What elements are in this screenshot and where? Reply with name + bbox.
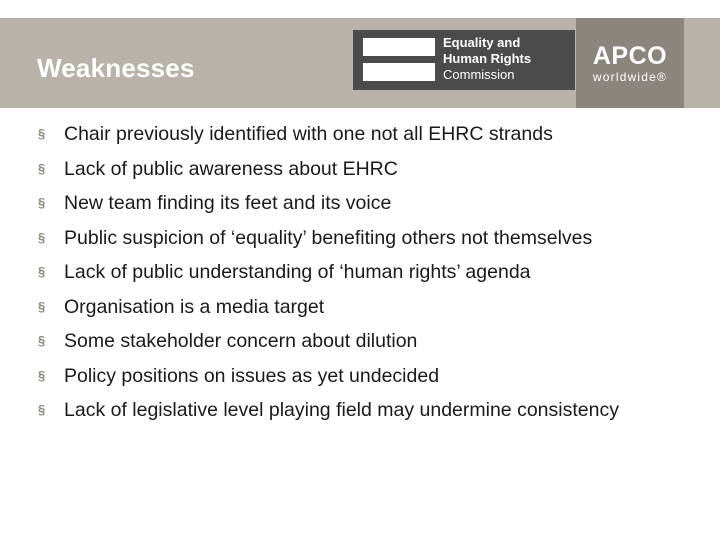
apco-logo (576, 18, 684, 108)
ehrc-logo-line: Human Rights (443, 51, 532, 66)
bullet-marker-icon: § (38, 298, 46, 314)
bullet-text: Lack of legislative level playing field may undermine consistency (64, 399, 619, 421)
ehrc-logo-text (443, 35, 531, 83)
bullet-marker-icon: § (38, 333, 46, 348)
slide-title: Weaknesses (37, 53, 195, 83)
bullet-text: Public suspicion of ‘equality’ benefiting others not themselves (64, 226, 593, 249)
bullet-item (38, 120, 698, 148)
bullet-text: Some stakeholder concern about dilution (64, 330, 418, 352)
ehrc-logo-line: Commission (443, 67, 515, 82)
bullet-text: Lack of public understanding of ‘human rights’ agenda (64, 261, 531, 283)
ehrc-logo-bar-icon (363, 63, 435, 81)
bullet-marker-icon: § (38, 126, 46, 141)
bullet-item (38, 189, 698, 217)
bullet-item (38, 293, 698, 321)
bullet-marker-icon: § (38, 264, 46, 279)
bullet-marker-icon: § (38, 160, 46, 176)
bullet-marker-icon: § (38, 367, 46, 383)
bullet-text: Chair previously identified with one not all EHRC strands (64, 123, 553, 145)
bullet-text: Policy positions on issues as yet undecided (64, 364, 440, 387)
bullet-marker-icon: § (38, 229, 46, 245)
bullet-text: Organisation is a media target (64, 295, 325, 318)
bullet-text: Lack of public awareness about EHRC (64, 157, 398, 180)
bullet-item (38, 396, 698, 424)
ehrc-logo (353, 30, 575, 90)
bullet-item (38, 362, 698, 390)
ehrc-logo-line: Equality and (443, 35, 521, 50)
apco-logo-tagline: worldwide® (592, 70, 668, 84)
bullet-marker-icon: § (38, 402, 46, 417)
ehrc-logo-bar-icon (363, 38, 435, 56)
bullet-item (38, 224, 698, 252)
bullet-item (38, 155, 698, 183)
bullet-item (38, 327, 698, 355)
bullet-text: New team finding its feet and its voice (64, 192, 392, 214)
apco-logo-name: APCO (592, 42, 668, 70)
bullet-marker-icon: § (38, 195, 46, 210)
bullet-list (38, 120, 698, 431)
bullet-item (38, 258, 698, 286)
